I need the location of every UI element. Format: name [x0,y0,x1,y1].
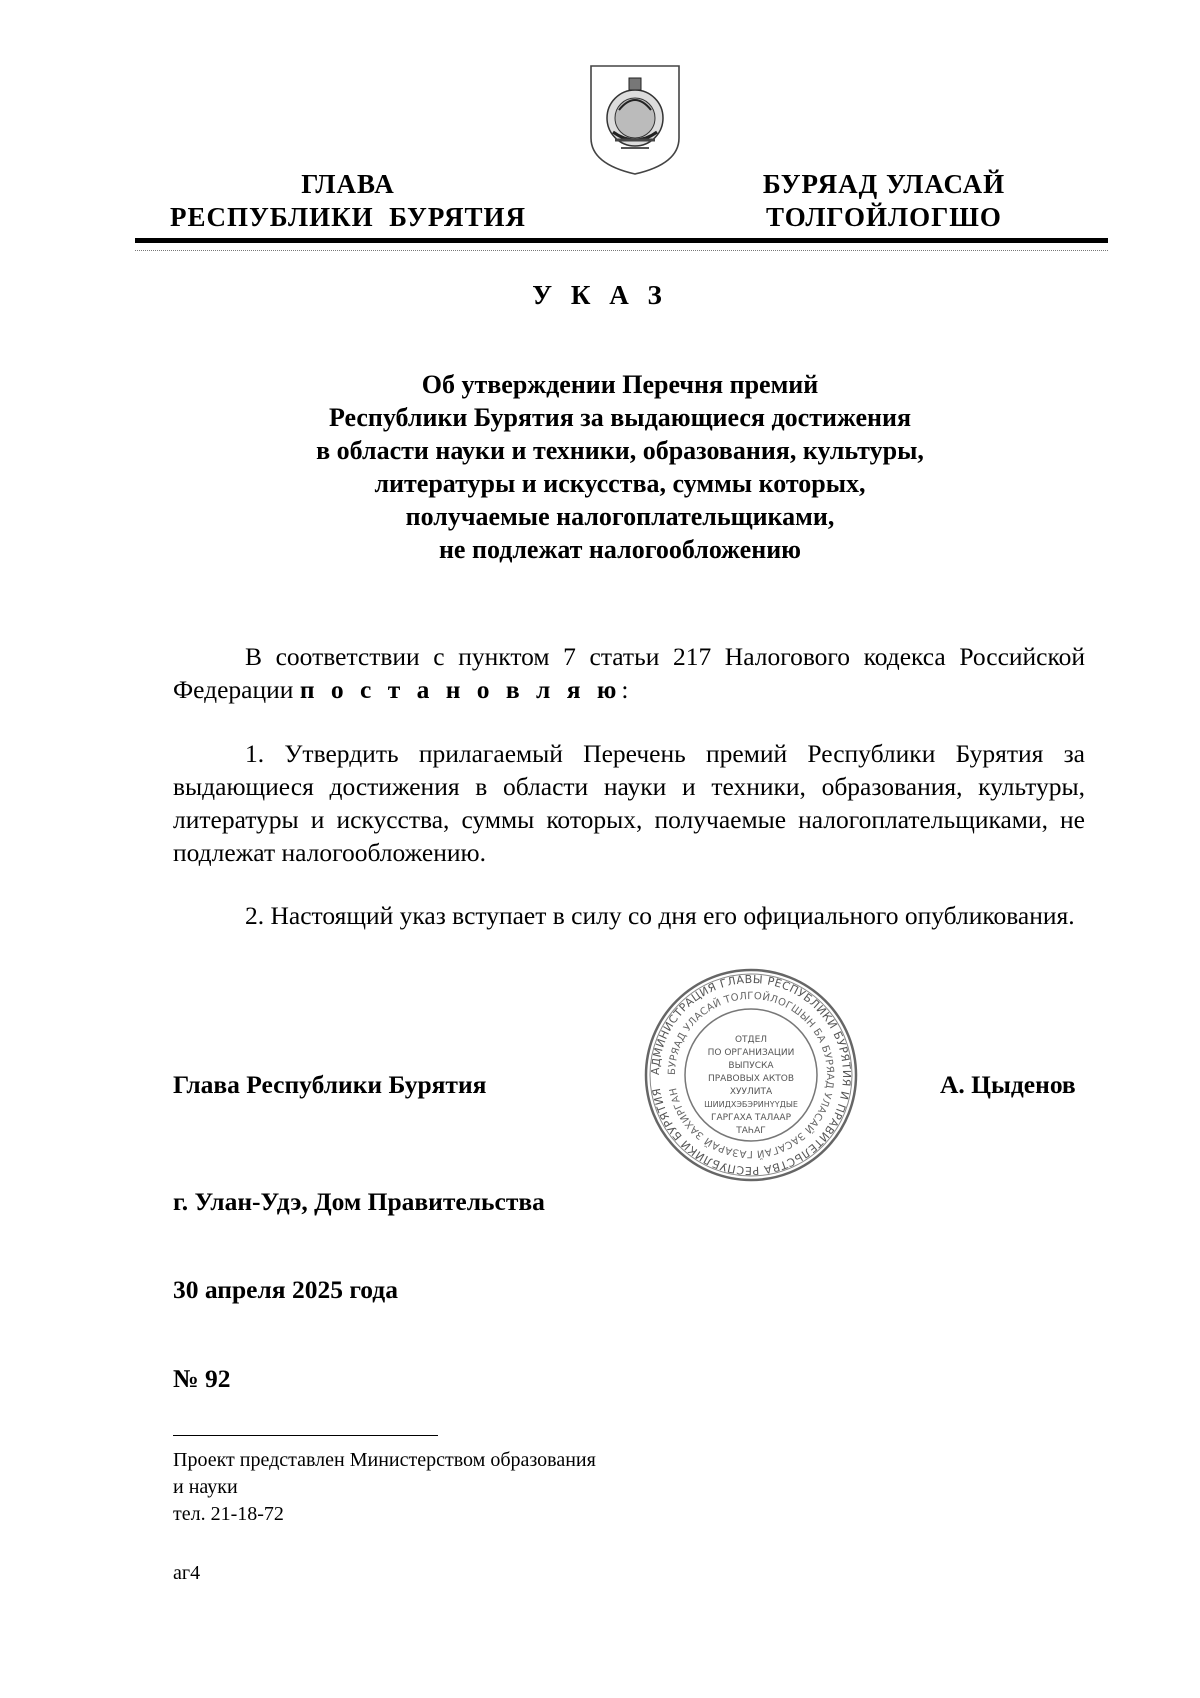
coat-of-arms-icon [585,60,685,178]
official-seal [642,966,860,1184]
intro-paragraph [173,640,1085,706]
header-divider-thin [135,250,1108,251]
header-divider [135,238,1108,243]
title-line: Об утверждении Перечня премий [421,370,819,399]
footnote-line: тел. 21-18-72 [173,1503,284,1525]
signatory-name: А. Цыденов [940,1070,1076,1099]
intro-text: В соответствии с пунктом 7 статьи 217 Налогового кодекса Российской Федерации [173,642,1085,704]
header-left-line1: ГЛАВА [301,169,395,199]
issue-date: 30 апреля 2025 года [173,1275,398,1304]
title-line: в области науки и техники, образования, культуры, [316,436,924,465]
seal-center-line: ХУУЛИТА [729,1087,773,1097]
footnote-line: Проект представлен Министерством образования [173,1449,596,1471]
seal-center-line: ВЫПУСКА [728,1061,774,1071]
title-line: литературы и искусства, суммы которых, [374,469,866,498]
seal-center-line: ТАҺАГ [736,1126,766,1136]
signatory-position: Глава Республики Бурятия [173,1070,487,1099]
seal-center-line: ОТДЕЛ [734,1035,768,1045]
footnote-divider [173,1435,438,1436]
seal-center-line: ШИИДХЭБЭРИНҮҮДЫЕ [704,1100,798,1109]
footnote [173,1447,596,1528]
footnote-line: и науки [173,1476,238,1498]
item-1-text: 1. Утвердить прилагаемый Перечень премий Республики Бурятия за выдающиеся достижения в области науки и техники, образования, культуры, литературы и искусства, суммы которых, получаемые налогоплательщиками, не подлежат налогообложению. [173,739,1085,867]
header-right-line2: ТОЛГОЙЛОГШО [766,202,1002,232]
seal-center-line: ГАРГАХА ТАЛААР [710,1113,792,1123]
item-2-text: 2. Настоящий указ вступает в силу со дня его официального опубликования. [245,901,1075,930]
document-type: У К А З [532,280,668,310]
item-2-paragraph [173,899,1085,932]
document-code: аг4 [173,1562,201,1584]
seal-center-line: ПО ОРГАНИЗАЦИИ [707,1048,795,1058]
header-right-line1: БУРЯАД УЛАСАЙ [762,169,1006,199]
title-line: не подлежат налогообложению [438,535,802,564]
seal-inner-text: БУРЯАД УЛАСАЙ ТОЛГОЙЛОГШЫН БА БУРЯАД УЛАСАЙ ЗАСАГАЙ ГАЗАРАЙ ЗАХИРГАН [666,990,836,1160]
item-1-paragraph [173,737,1085,869]
title-line: получаемые налогоплательщиками, [405,502,835,531]
decree-keyword: п о с т а н о в л я ю [299,675,622,704]
header-right [724,168,1044,234]
seal-center-line: ПРАВОВЫХ АКТОВ [707,1074,795,1084]
decree-number: № 92 [173,1364,231,1393]
header-left [148,168,548,234]
seal-outer-text: АДМИНИСТРАЦИЯ ГЛАВЫ РЕСПУБЛИКИ БУРЯТИЯ И ПРАВИТЕЛЬСТВА РЕСПУБЛИКИ БУРЯТИЯ [648,972,854,1178]
header-left-line2: РЕСПУБЛИКИ БУРЯТИЯ [169,202,527,232]
intro-end: : [621,675,629,704]
issue-place: г. Улан-Удэ, Дом Правительства [173,1187,545,1216]
title-line: Республики Бурятия за выдающиеся достижения [328,403,912,432]
document-title [200,368,1040,566]
